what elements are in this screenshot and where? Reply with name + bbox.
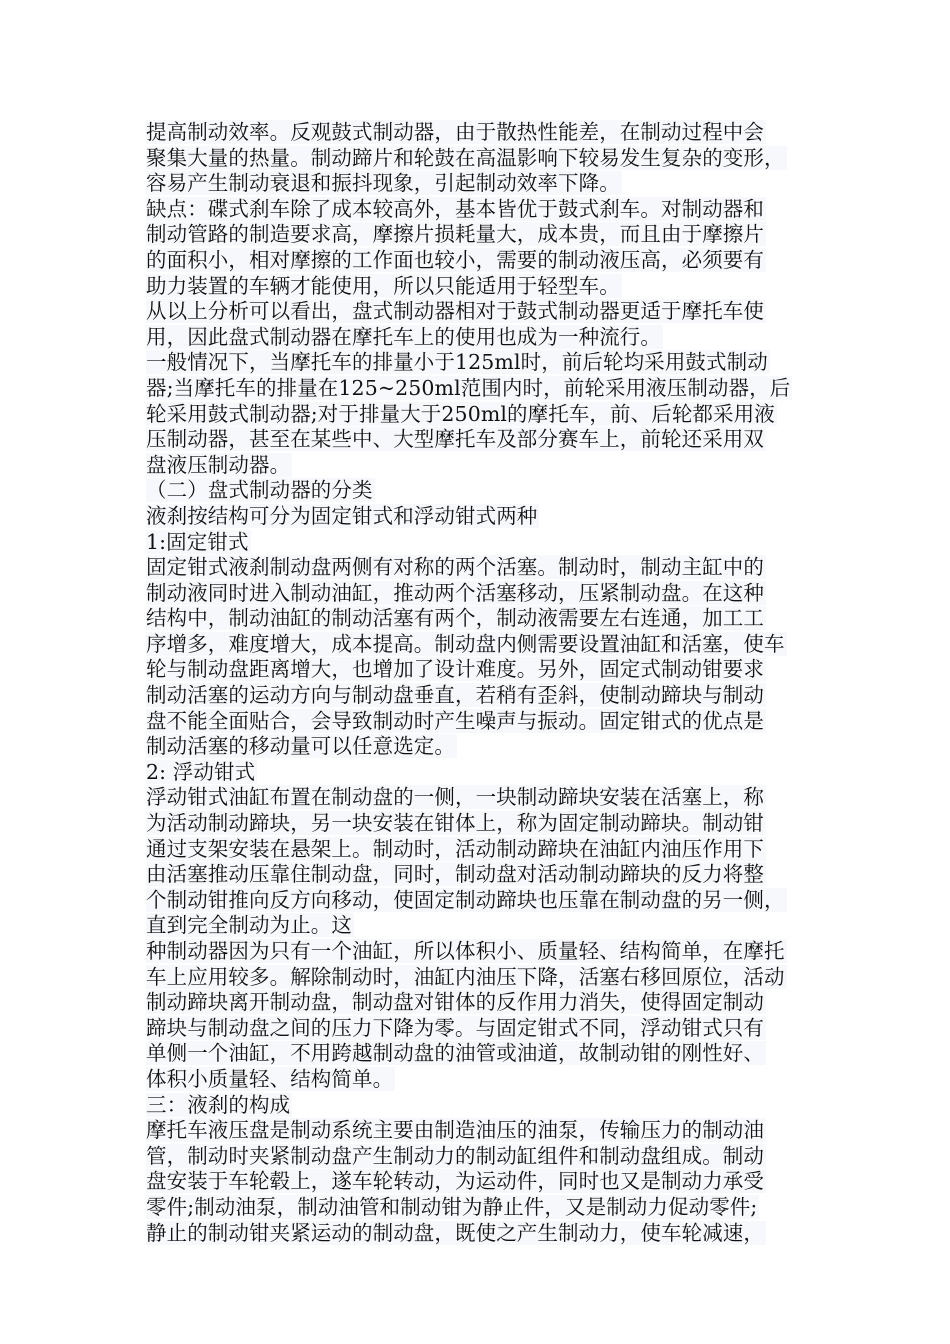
text-line: 管，制动时夹紧制动盘产生制动力的制动缸组件和制动盘组成。制动: [146, 1143, 764, 1168]
text-line: 轮与制动盘距离增大，也增加了设计难度。另外，固定式制动钳要求: [146, 657, 764, 682]
text-line: 制动活塞的运动方向与制动盘垂直，若稍有歪斜，使制动蹄块与制动: [146, 683, 764, 708]
text-line: 盘液压制动器。: [146, 452, 291, 477]
text-line: 助力装置的车辆才能使用，所以只能适用于轻型车。: [146, 273, 620, 298]
text-line: 聚集大量的热量。制动蹄片和轮鼓在高温影响下较易发生复杂的变形，: [146, 145, 785, 170]
text-line: 的面积小，相对摩擦的工作面也较小，需要的制动液压高，必须要有: [146, 247, 764, 272]
section-heading: （二）盘式制动器的分类: [146, 478, 373, 503]
text-line: 制动管路的制造要求高，摩擦片损耗量大，成本贵，而且由于摩擦片: [146, 222, 764, 247]
text-line: 单侧一个油缸，不用跨越制动盘的油管或油道，故制动钳的刚性好、: [146, 1041, 764, 1066]
text-line: 个制动钳推向反方向移动，使固定制动蹄块也压靠在制动盘的另一侧，: [146, 887, 785, 912]
text-line: 静止的制动钳夹紧运动的制动盘，既使之产生制动力，使车轮减速，: [146, 1220, 764, 1245]
text-line: 为活动制动蹄块，另一块安装在钳体上，称为固定制动蹄块。制动钳: [146, 811, 764, 836]
text-line: 制动活塞的移动量可以任意选定。: [146, 734, 455, 759]
text-line: 由活塞推动压靠住制动盘，同时，制动盘对活动制动蹄块的反力将整: [146, 862, 764, 887]
text-line: 盘安装于车轮毂上，遂车轮转动，为运动件，同时也又是制动力承受: [146, 1169, 764, 1194]
text-line: 用，因此盘式制动器在摩托车上的使用也成为一种流行。: [146, 324, 661, 349]
text-line: 体积小质量轻、结构简单。: [146, 1066, 394, 1091]
document-body: [146, 120, 826, 1246]
text-line: 压制动器，甚至在某些中、大型摩托车及部分赛车上，前轮还采用双: [146, 427, 764, 452]
text-line: 种制动器因为只有一个油缸，所以体积小、质量轻、结构简单，在摩托: [146, 939, 785, 963]
text-line: 固定钳式液刹制动盘两侧有对称的两个活塞。制动时，制动主缸中的: [146, 555, 764, 580]
text-line: 车上应用较多。解除制动时，油缸内油压下降，活塞右移回原位，活动: [146, 964, 785, 989]
subsection-heading: 1:固定钳式: [146, 529, 249, 554]
text-line: 液刹按结构可分为固定钳式和浮动钳式两种: [146, 503, 538, 528]
section-heading: 三：液刹的构成: [146, 1092, 291, 1117]
text-line: 蹄块与制动盘之间的压力下降为零。与固定钳式不同，浮动钳式只有: [146, 1015, 764, 1040]
text-line: 缺点：碟式刹车除了成本较高外，基本皆优于鼓式刹车。对制动器和: [146, 196, 764, 221]
text-line: 浮动钳式油缸布置在制动盘的一侧，一块制动蹄块安装在活塞上，称: [146, 785, 764, 810]
text-line: 结构中，制动油缸的制动活塞有两个，制动液需要左右连通，加工工: [146, 606, 764, 631]
text-line: 盘不能全面贴合，会导致制动时产生噪声与振动。固定钳式的优点是: [146, 708, 764, 733]
text-line: 制动蹄块离开制动盘，制动盘对钳体的反作用力消失，使得固定制动: [146, 990, 764, 1015]
text-line: 制动液同时进入制动油缸，推动两个活塞移动，压紧制动盘。在这种: [146, 580, 764, 605]
text-line: 器;当摩托车的排量在125~250ml范围内时，前轮采用液压制动器，后: [146, 375, 791, 400]
text-line: 直到完全制动为止。这: [146, 913, 352, 938]
text-line: 容易产生制动衰退和振抖现象，引起制动效率下降。: [146, 171, 620, 196]
text-line: 序增多，难度增大，成本提高。制动盘内侧需要设置油缸和活塞，使车: [146, 631, 785, 656]
text-line: 一般情况下，当摩托车的排量小于125ml时，前后轮均采用鼓式制动: [146, 350, 768, 375]
text-line: 摩托车液压盘是制动系统主要由制造油压的油泵，传输压力的制动油: [146, 1118, 764, 1143]
text-line: 零件;制动油泵，制动油管和制动钳为静止件，又是制动力促动零件;: [146, 1194, 758, 1219]
text-line: 提高制动效率。反观鼓式制动器，由于散热性能差，在制动过程中会: [146, 120, 764, 144]
text-line: 轮采用鼓式制动器;对于排量大于250ml的摩托车，前、后轮都采用液: [146, 401, 775, 426]
subsection-heading: 2: 浮动钳式: [146, 759, 256, 784]
text-line: 通过支架安装在悬架上。制动时，活动制动蹄块在油缸内油压作用下: [146, 836, 764, 861]
text-line: 从以上分析可以看出，盘式制动器相对于鼓式制动器更适于摩托车使: [146, 299, 764, 324]
